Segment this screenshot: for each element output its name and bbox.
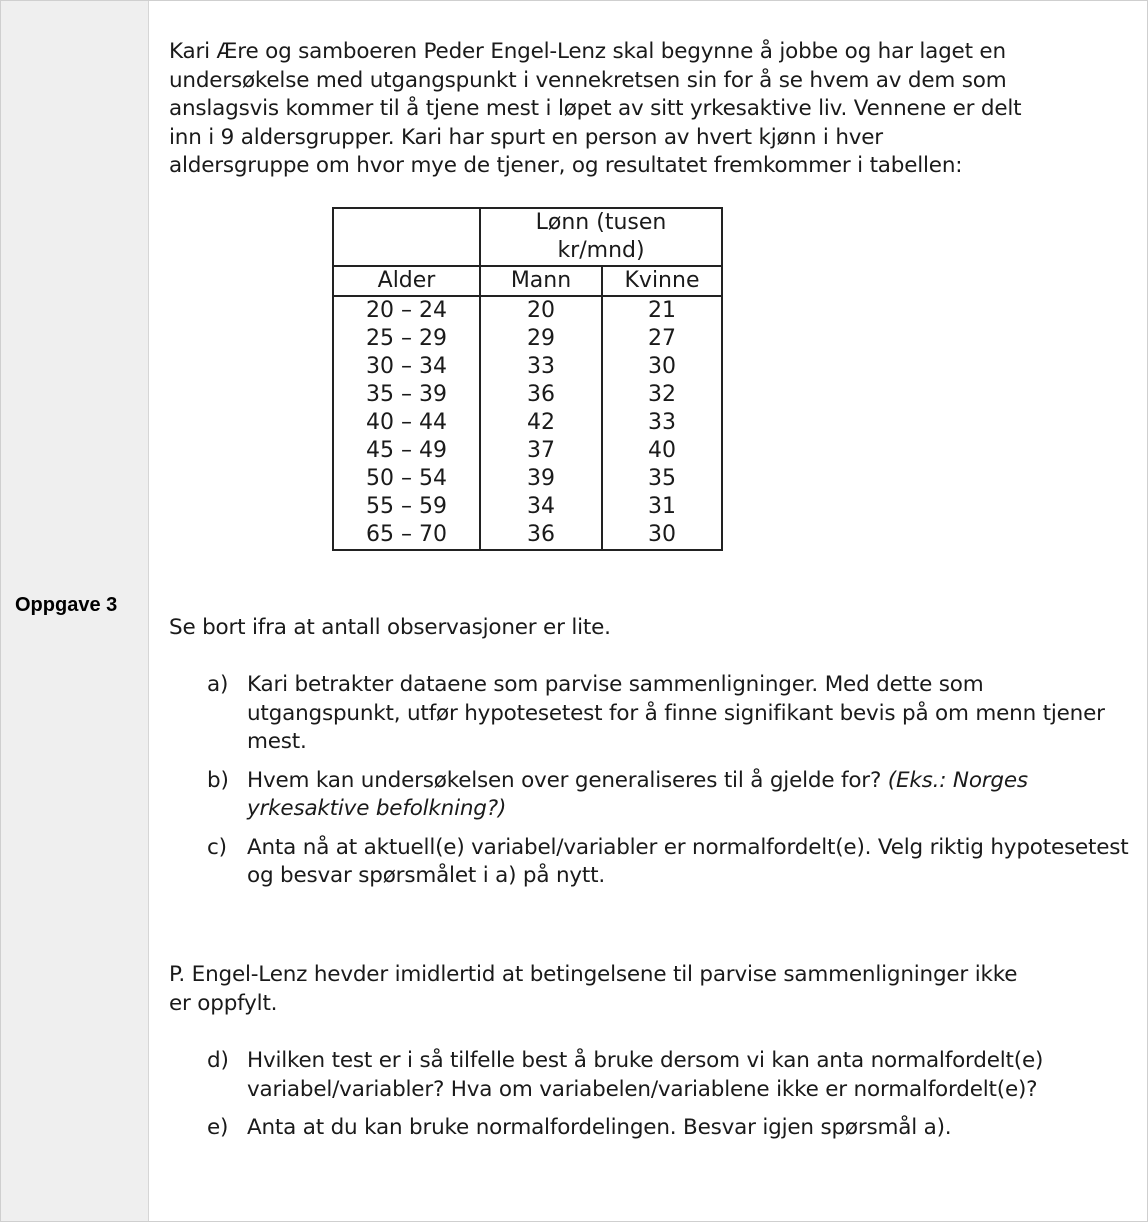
table-row	[333, 437, 722, 465]
claim-paragraph: P. Engel-Lenz hevder imidlertid at betingelsene til parvise sammenligninger ikke er oppfylt.	[169, 962, 1018, 1016]
question-marker: c)	[207, 834, 227, 860]
age-cell: 40 – 44	[333, 409, 480, 437]
table-row	[333, 465, 722, 493]
age-cell: 65 – 70	[333, 521, 480, 550]
men-cell: 39	[480, 465, 602, 493]
age-cell: 35 – 39	[333, 381, 480, 409]
question-text: Anta nå at aktuell(e) variabel/variabler er normalfordelt(e). Velg riktig hypotesetest og besvar spørsmålet i a) på nytt.	[247, 834, 1129, 888]
table-row	[333, 353, 722, 381]
women-cell: 31	[602, 493, 722, 521]
column-header-women: Kvinne	[602, 266, 722, 296]
question-item	[207, 671, 1137, 757]
table-row	[333, 409, 722, 437]
age-cell: 55 – 59	[333, 493, 480, 521]
table-empty-header-cell	[333, 208, 480, 266]
question-item	[207, 1047, 1137, 1104]
wage-table	[332, 207, 723, 551]
question-marker: a)	[207, 672, 229, 697]
table-row	[333, 521, 722, 550]
women-cell: 21	[602, 296, 722, 325]
intro-paragraph: Kari Ære og samboeren Peder Engel-Lenz skal begynne å jobbe og har laget en undersøkelse med utgangspunkt i vennekretsen sin for å se hvem av dem som anslagsvis kommer til å tjene mest i løpet av sitt yrkesaktive liv. Vennene er delt inn i 9 aldersgrupper. Kari har spurt en person av hvert kjønn i hver aldersgruppe om hvor mye de tjener, og resultatet fremkommer i tabellen:	[169, 39, 1022, 178]
table-row	[333, 381, 722, 409]
age-cell: 30 – 34	[333, 353, 480, 381]
task-label-column	[1, 1, 149, 1221]
men-cell: 42	[480, 409, 602, 437]
table-row	[333, 296, 722, 325]
table-group-header: Lønn (tusen kr/mnd)	[480, 208, 722, 266]
age-cell: 25 – 29	[333, 325, 480, 353]
men-cell: 36	[480, 521, 602, 550]
age-cell: 20 – 24	[333, 296, 480, 325]
men-cell: 33	[480, 353, 602, 381]
women-cell: 30	[602, 521, 722, 550]
table-group-header-row	[333, 208, 722, 266]
question-text: Hvilken test er i så tilfelle best å bruke dersom vi kan anta normalfordelt(e) variabel/variabler? Hva om variabelen/variablene ikke er normalfordelt(e)?	[247, 1048, 1044, 1102]
question-item	[207, 767, 1137, 824]
question-list-part2	[207, 1047, 1137, 1153]
task-label: Oppgave 3	[15, 594, 118, 616]
women-cell: 32	[602, 381, 722, 409]
note-paragraph: Se bort ifra at antall observasjoner er lite.	[169, 615, 611, 640]
men-cell: 20	[480, 296, 602, 325]
question-text: Hvem kan undersøkelsen over generaliseres til å gjelde for?	[247, 767, 888, 793]
age-cell: 50 – 54	[333, 465, 480, 493]
question-marker: d)	[207, 1048, 229, 1073]
table-row	[333, 325, 722, 353]
table-row	[333, 493, 722, 521]
women-cell: 35	[602, 465, 722, 493]
men-cell: 36	[480, 381, 602, 409]
men-cell: 37	[480, 437, 602, 465]
women-cell: 30	[602, 353, 722, 381]
table-column-header-row	[333, 266, 722, 296]
age-cell: 45 – 49	[333, 437, 480, 465]
men-cell: 29	[480, 325, 602, 353]
women-cell: 27	[602, 325, 722, 353]
question-example: (Eks.: Norges yrkesaktive befolkning?)	[247, 767, 1028, 821]
question-marker: b)	[207, 767, 229, 793]
men-cell: 34	[480, 493, 602, 521]
column-header-men: Mann	[480, 266, 602, 296]
question-item	[207, 1114, 1137, 1143]
question-marker: e)	[207, 1115, 229, 1140]
question-text: Kari betrakter dataene som parvise sammenligninger. Med dette som utgangspunkt, utfør hypotesetest for å finne signifikant bevis på om menn tjener mest.	[247, 672, 1105, 754]
question-item	[207, 834, 1137, 891]
women-cell: 40	[602, 437, 722, 465]
column-header-age: Alder	[333, 266, 480, 296]
question-text: Anta at du kan bruke normalfordelingen. Besvar igjen spørsmål a).	[247, 1115, 952, 1140]
women-cell: 33	[602, 409, 722, 437]
question-list-part1	[207, 671, 1137, 901]
